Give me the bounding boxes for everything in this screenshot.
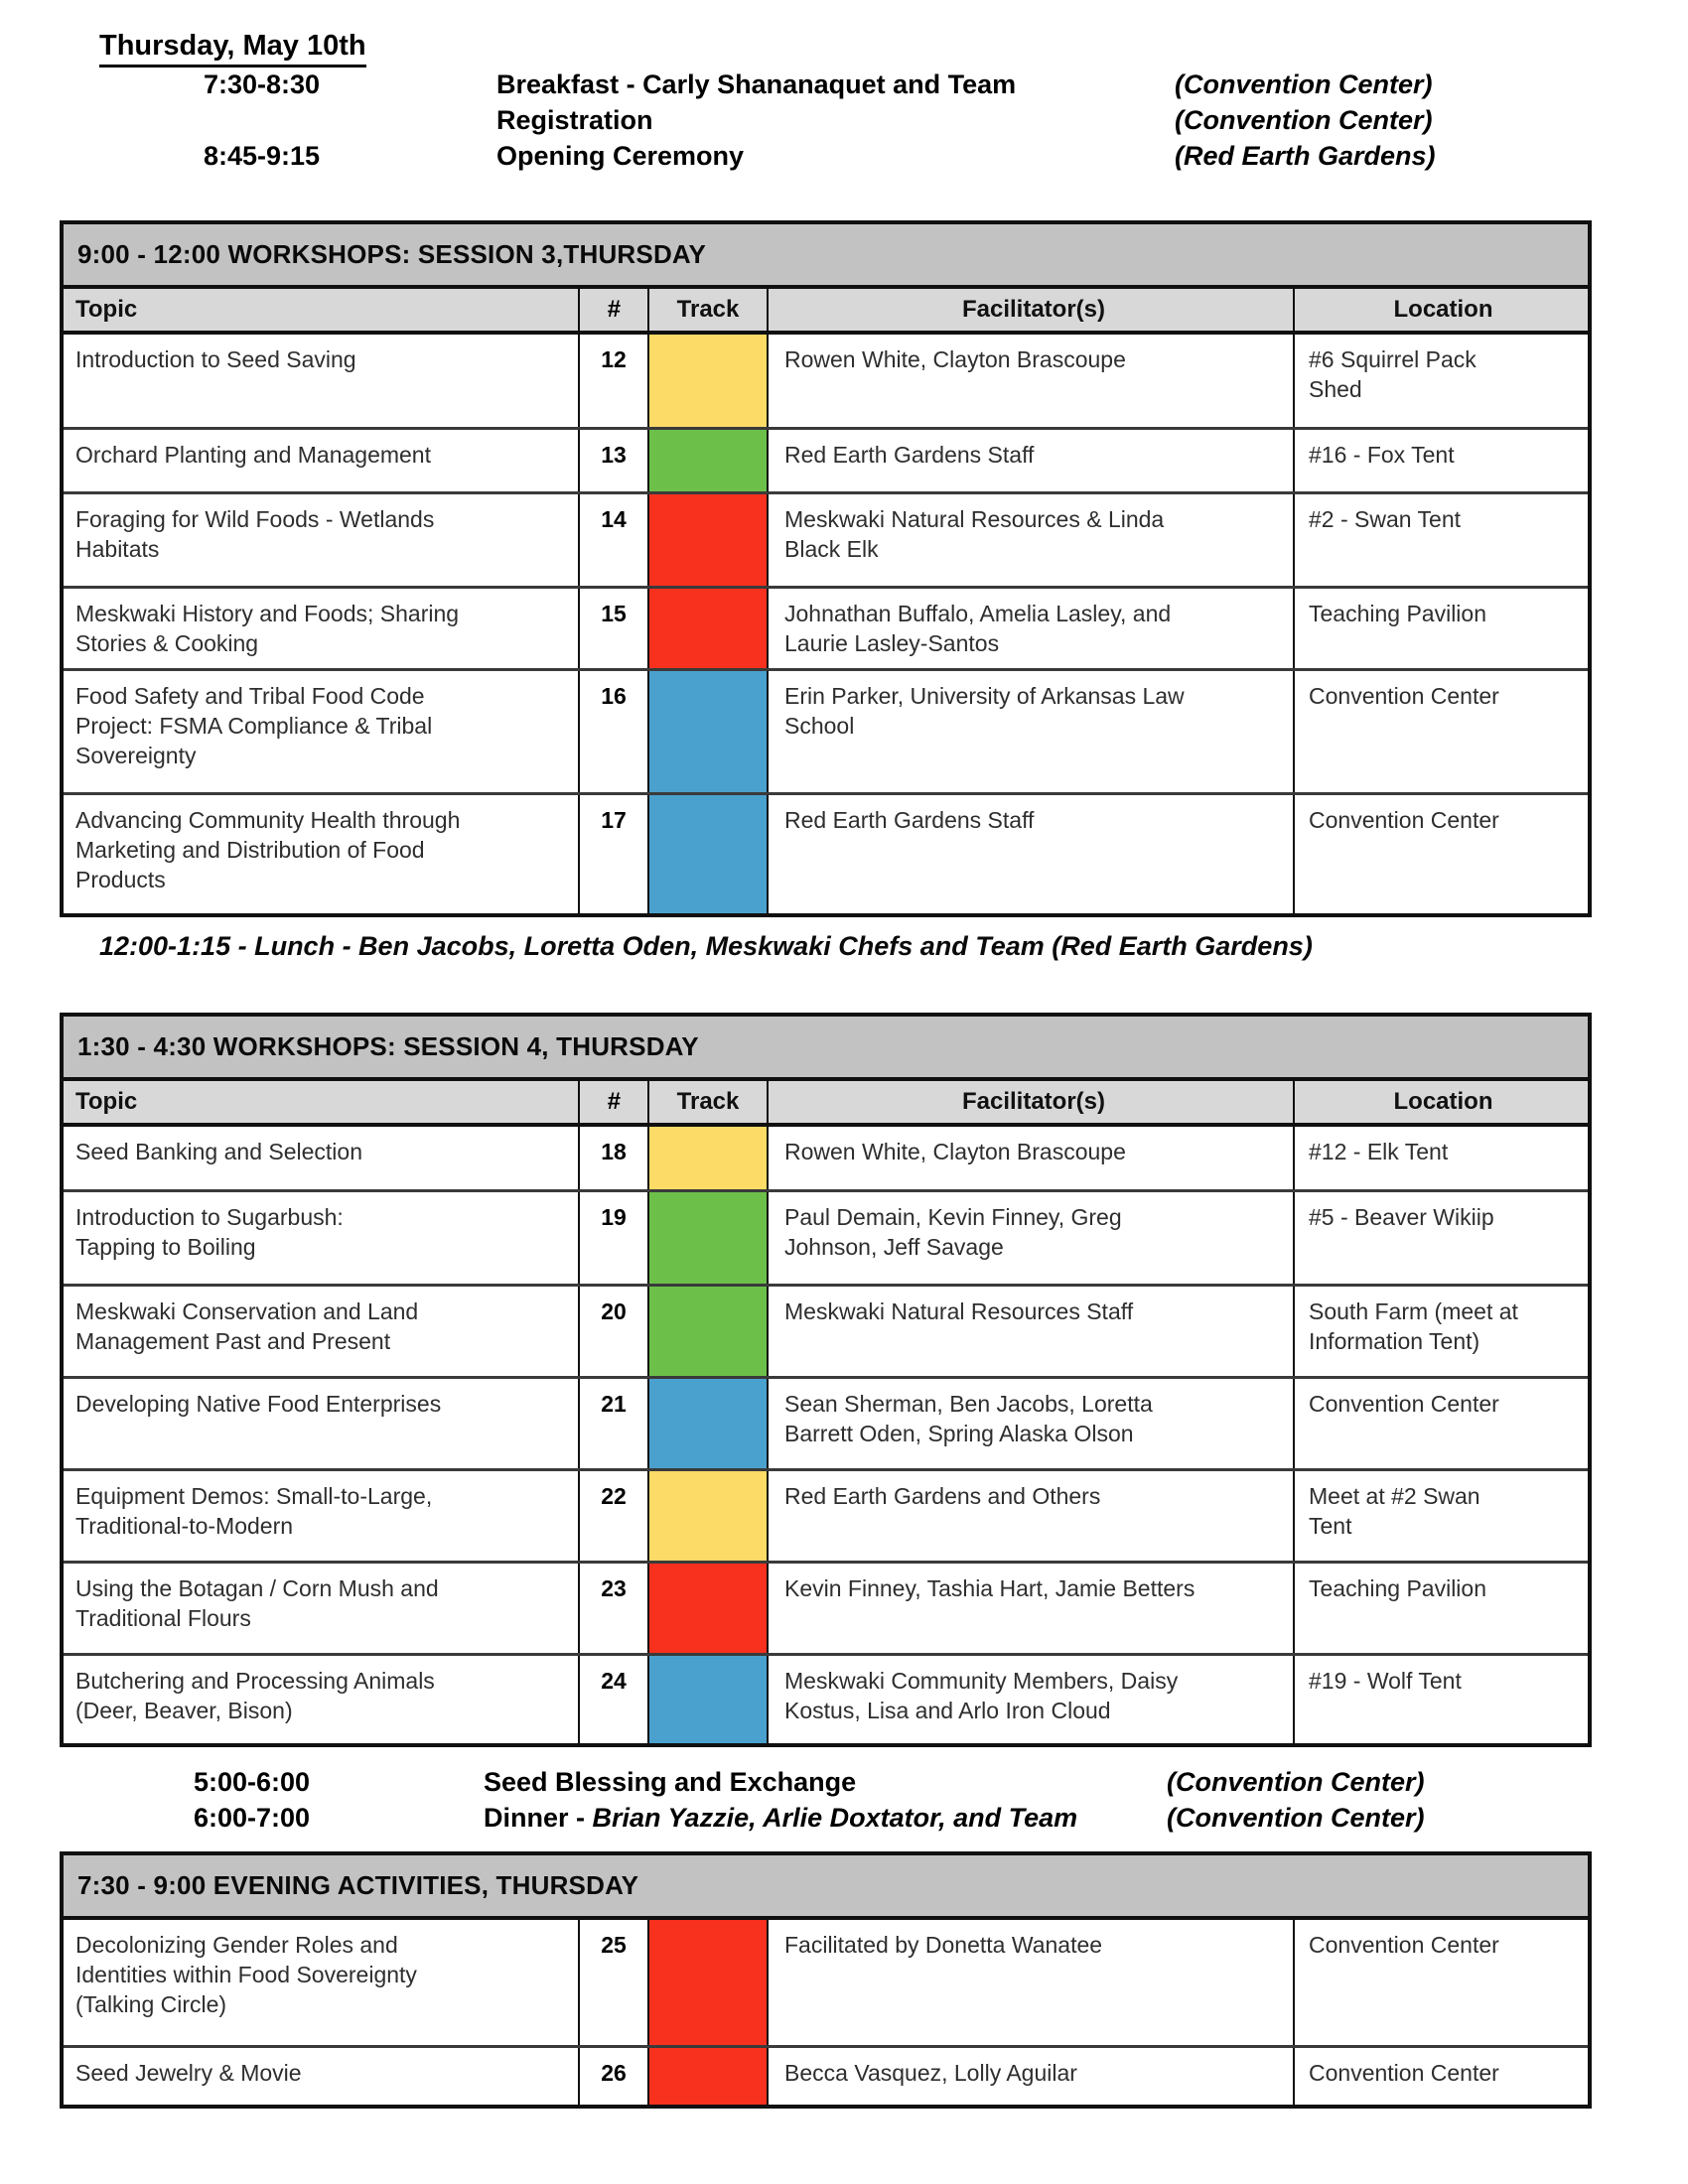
location-cell: Convention Center bbox=[1309, 683, 1499, 709]
column-header-row bbox=[64, 289, 1588, 335]
location-cell: #19 - Wolf Tent bbox=[1309, 1668, 1462, 1694]
facilitators-cell: Erin Parker, University of Arkansas Law School bbox=[769, 671, 1295, 792]
workshop-row bbox=[64, 335, 1588, 427]
location-cell: Convention Center bbox=[1309, 2060, 1499, 2086]
track-color-swatch bbox=[649, 1920, 769, 2045]
track-color-swatch bbox=[649, 335, 769, 427]
location-cell: Teaching Pavilion bbox=[1309, 1575, 1487, 1601]
topic-cell: Advancing Community Health through Marketing and Distribution of Food Products bbox=[64, 795, 580, 913]
workshop-number: 23 bbox=[580, 1564, 649, 1653]
facilitators-cell: Red Earth Gardens Staff bbox=[769, 795, 1295, 913]
workshop-row bbox=[64, 2045, 1588, 2105]
topic-cell: Seed Banking and Selection bbox=[64, 1127, 580, 1189]
facilitators-cell: Paul Demain, Kevin Finney, Greg Johnson, Jeff Savage bbox=[769, 1192, 1295, 1284]
event-location: (Convention Center) bbox=[1175, 105, 1433, 135]
track-color-swatch bbox=[649, 1379, 769, 1468]
topic-cell: Decolonizing Gender Roles and Identities within Food Sovereignty (Talking Circle) bbox=[64, 1920, 580, 2045]
workshop-row bbox=[64, 1920, 1588, 2045]
facilitators-cell: Becca Vasquez, Lolly Aguilar bbox=[769, 2048, 1295, 2105]
workshop-row bbox=[64, 668, 1588, 792]
topic-cell: Equipment Demos: Small-to-Large, Traditional-to-Modern bbox=[64, 1471, 580, 1561]
topic-cell: Introduction to Seed Saving bbox=[64, 335, 580, 427]
column-header-track: Track bbox=[649, 289, 769, 331]
track-color-swatch bbox=[649, 1471, 769, 1561]
column-header-track: Track bbox=[649, 1081, 769, 1123]
session3-table bbox=[60, 220, 1592, 917]
column-header-topic: Topic bbox=[64, 289, 580, 331]
workshop-row bbox=[64, 586, 1588, 668]
event-time: 5:00-6:00 bbox=[194, 1767, 311, 1797]
facilitators-cell: Meskwaki Natural Resources Staff bbox=[769, 1287, 1295, 1376]
topic-cell: Meskwaki History and Foods; Sharing Stories & Cooking bbox=[64, 589, 580, 668]
event-title: Breakfast - Carly Shananaquet and Team bbox=[496, 69, 1017, 99]
workshop-number: 22 bbox=[580, 1471, 649, 1561]
column-header-facilitators: Facilitator(s) bbox=[769, 289, 1295, 331]
location-cell: Convention Center bbox=[1309, 1932, 1499, 1958]
schedule-line-seed-blessing bbox=[0, 1767, 1688, 1803]
facilitators-cell: Red Earth Gardens and Others bbox=[769, 1471, 1295, 1561]
facilitators-cell: Red Earth Gardens Staff bbox=[769, 430, 1295, 491]
schedule-line-dinner bbox=[0, 1803, 1688, 1839]
evening-activities-table bbox=[60, 1851, 1592, 2109]
column-header-location: Location bbox=[1393, 296, 1493, 323]
column-header-facilitators: Facilitator(s) bbox=[769, 1081, 1295, 1123]
workshop-row bbox=[64, 1561, 1588, 1653]
session-rows bbox=[64, 1127, 1588, 1743]
topic-cell: Using the Botagan / Corn Mush and Traditional Flours bbox=[64, 1564, 580, 1653]
workshop-number: 12 bbox=[580, 335, 649, 427]
day-date-heading: Thursday, May 10th bbox=[99, 30, 366, 68]
topic-cell: Introduction to Sugarbush: Tapping to Boiling bbox=[64, 1192, 580, 1284]
workshop-number: 24 bbox=[580, 1656, 649, 1743]
track-color-swatch bbox=[649, 1656, 769, 1743]
workshop-number: 26 bbox=[580, 2048, 649, 2105]
topic-cell: Butchering and Processing Animals (Deer, Beaver, Bison) bbox=[64, 1656, 580, 1743]
schedule-line-registration bbox=[0, 105, 1688, 141]
event-title: Seed Blessing and Exchange bbox=[484, 1767, 857, 1797]
workshop-row bbox=[64, 1127, 1588, 1189]
track-color-swatch bbox=[649, 795, 769, 913]
event-time: 8:45-9:15 bbox=[204, 141, 321, 171]
schedule-line-opening-ceremony bbox=[0, 141, 1688, 177]
facilitators-cell: Meskwaki Natural Resources & Linda Black Elk bbox=[769, 494, 1295, 586]
track-color-swatch bbox=[649, 1192, 769, 1284]
column-header-location: Location bbox=[1393, 1088, 1493, 1115]
location-cell: #6 Squirrel Pack Shed bbox=[1309, 346, 1477, 402]
workshop-row bbox=[64, 1284, 1588, 1376]
session4-table bbox=[60, 1013, 1592, 1747]
topic-cell: Orchard Planting and Management bbox=[64, 430, 580, 491]
column-header-row bbox=[64, 1081, 1588, 1127]
workshop-number: 16 bbox=[580, 671, 649, 792]
facilitators-cell: Johnathan Buffalo, Amelia Lasley, and Laurie Lasley-Santos bbox=[769, 589, 1295, 668]
facilitators-cell: Kevin Finney, Tashia Hart, Jamie Betters bbox=[769, 1564, 1295, 1653]
workshop-number: 20 bbox=[580, 1287, 649, 1376]
location-cell: Convention Center bbox=[1309, 1391, 1499, 1417]
event-time: 7:30-8:30 bbox=[204, 69, 321, 99]
workshop-row bbox=[64, 1468, 1588, 1561]
workshop-number: 13 bbox=[580, 430, 649, 491]
location-cell: Convention Center bbox=[1309, 807, 1499, 833]
event-location: (Convention Center) bbox=[1175, 69, 1433, 99]
location-cell: #5 - Beaver Wikiip bbox=[1309, 1204, 1494, 1230]
topic-cell: Foraging for Wild Foods - Wetlands Habitats bbox=[64, 494, 580, 586]
event-title: Registration bbox=[496, 105, 653, 135]
event-location: (Convention Center) bbox=[1167, 1767, 1425, 1797]
event-location: (Red Earth Gardens) bbox=[1175, 141, 1436, 171]
session-title-bar: 7:30 - 9:00 EVENING ACTIVITIES, THURSDAY bbox=[64, 1855, 1588, 1920]
facilitators-cell: Facilitated by Donetta Wanatee bbox=[769, 1920, 1295, 2045]
workshop-row bbox=[64, 1653, 1588, 1743]
workshop-row bbox=[64, 1189, 1588, 1284]
event-title: Dinner - Brian Yazzie, Arlie Doxtator, and Team bbox=[484, 1803, 1078, 1833]
track-color-swatch bbox=[649, 1127, 769, 1189]
track-color-swatch bbox=[649, 671, 769, 792]
workshop-number: 17 bbox=[580, 795, 649, 913]
location-cell: #16 - Fox Tent bbox=[1309, 442, 1455, 468]
location-cell: Meet at #2 Swan Tent bbox=[1309, 1483, 1480, 1539]
session-title-bar: 1:30 - 4:30 WORKSHOPS: SESSION 4, THURSDAY bbox=[64, 1017, 1588, 1081]
track-color-swatch bbox=[649, 1287, 769, 1376]
facilitators-cell: Sean Sherman, Ben Jacobs, Loretta Barrett Oden, Spring Alaska Olson bbox=[769, 1379, 1295, 1468]
workshop-number: 18 bbox=[580, 1127, 649, 1189]
workshop-number: 19 bbox=[580, 1192, 649, 1284]
facilitators-cell: Meskwaki Community Members, Daisy Kostus, Lisa and Arlo Iron Cloud bbox=[769, 1656, 1295, 1743]
session-title-bar: 9:00 - 12:00 WORKSHOPS: SESSION 3,THURSDAY bbox=[64, 224, 1588, 289]
event-time: 6:00-7:00 bbox=[194, 1803, 311, 1833]
track-color-swatch bbox=[649, 2048, 769, 2105]
track-color-swatch bbox=[649, 589, 769, 668]
location-cell: #2 - Swan Tent bbox=[1309, 506, 1462, 532]
facilitators-cell: Rowen White, Clayton Brascoupe bbox=[769, 1127, 1295, 1189]
workshop-row bbox=[64, 427, 1588, 491]
workshop-row bbox=[64, 792, 1588, 913]
event-title: Opening Ceremony bbox=[496, 141, 745, 171]
lunch-note: 12:00-1:15 - Lunch - Ben Jacobs, Loretta Oden, Meskwaki Chefs and Team (Red Earth Gardens) bbox=[99, 931, 1313, 961]
track-color-swatch bbox=[649, 430, 769, 491]
event-location: (Convention Center) bbox=[1167, 1803, 1425, 1833]
track-color-swatch bbox=[649, 494, 769, 586]
facilitators-cell: Rowen White, Clayton Brascoupe bbox=[769, 335, 1295, 427]
topic-cell: Seed Jewelry & Movie bbox=[64, 2048, 580, 2105]
session-rows bbox=[64, 1920, 1588, 2105]
topic-cell: Meskwaki Conservation and Land Management Past and Present bbox=[64, 1287, 580, 1376]
workshop-row bbox=[64, 491, 1588, 586]
schedule-line-breakfast bbox=[0, 69, 1688, 105]
column-header-topic: Topic bbox=[64, 1081, 580, 1123]
workshop-number: 15 bbox=[580, 589, 649, 668]
location-cell: South Farm (meet at Information Tent) bbox=[1309, 1298, 1518, 1354]
topic-cell: Food Safety and Tribal Food Code Project: FSMA Compliance & Tribal Sovereignty bbox=[64, 671, 580, 792]
track-color-swatch bbox=[649, 1564, 769, 1653]
session-rows bbox=[64, 335, 1588, 913]
column-header-number: # bbox=[580, 289, 649, 331]
location-cell: #12 - Elk Tent bbox=[1309, 1139, 1449, 1164]
location-cell: Teaching Pavilion bbox=[1309, 601, 1487, 626]
workshop-number: 14 bbox=[580, 494, 649, 586]
workshop-number: 21 bbox=[580, 1379, 649, 1468]
topic-cell: Developing Native Food Enterprises bbox=[64, 1379, 580, 1468]
column-header-number: # bbox=[580, 1081, 649, 1123]
workshop-number: 25 bbox=[580, 1920, 649, 2045]
workshop-row bbox=[64, 1376, 1588, 1468]
